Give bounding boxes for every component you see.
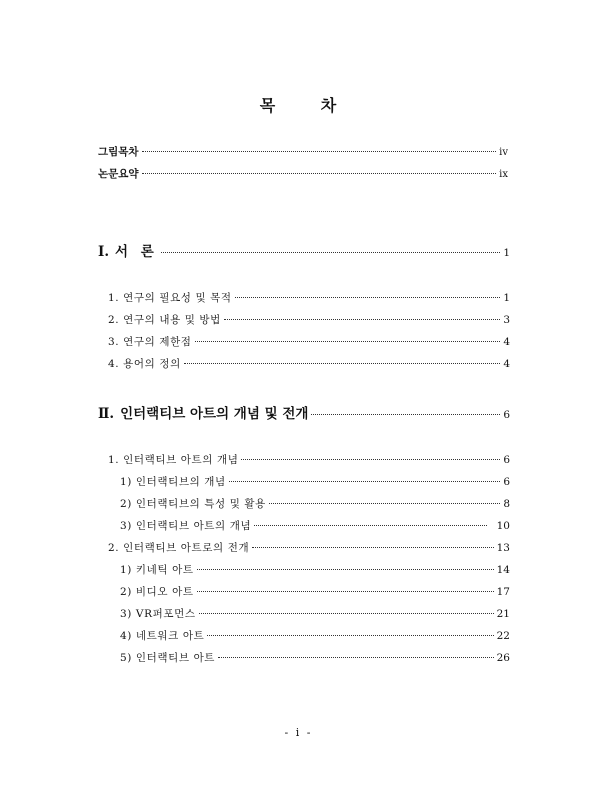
toc-entry-abstract[interactable] xyxy=(98,166,508,181)
dot-leader xyxy=(199,613,494,614)
toc-section[interactable] xyxy=(108,452,510,467)
toc-section[interactable] xyxy=(108,290,510,305)
toc-section[interactable] xyxy=(108,312,510,327)
dot-leader xyxy=(207,635,493,636)
dot-leader xyxy=(252,547,493,548)
toc-page-number: 6 xyxy=(503,476,510,488)
dot-leader xyxy=(184,363,501,364)
toc-page-number: iv xyxy=(499,147,508,158)
toc-chapter-2[interactable] xyxy=(98,402,510,422)
chapter-number: Ⅱ. xyxy=(98,406,115,422)
section-label: 1. 연구의 필요성 및 목적 xyxy=(108,292,232,304)
toc-page-number: 8 xyxy=(503,498,510,510)
toc-page-number: 3 xyxy=(503,314,510,326)
toc-subsection[interactable] xyxy=(120,496,510,511)
section-label: 2. 인터랙티브 아트로의 전개 xyxy=(108,542,250,554)
dot-leader xyxy=(197,569,494,570)
page-title: 목 차 xyxy=(259,96,338,115)
chapter-title: 인터랙티브 아트의 개념 및 전개 xyxy=(120,406,309,422)
toc-page-number: 6 xyxy=(503,454,510,466)
dot-leader xyxy=(195,341,501,342)
dot-leader xyxy=(142,151,497,152)
toc-entry-figure-list[interactable] xyxy=(98,144,508,159)
toc-subsection[interactable] xyxy=(120,650,510,665)
dot-leader xyxy=(161,252,501,253)
toc-page-number: 13 xyxy=(496,542,510,554)
toc-page-number: 10 xyxy=(496,520,510,532)
toc-page-number: 17 xyxy=(496,586,510,598)
section-label: 3. 연구의 제한점 xyxy=(108,336,192,348)
toc-page-number: 22 xyxy=(496,630,510,642)
toc-page-number: ix xyxy=(499,169,508,180)
toc-subsection[interactable] xyxy=(120,628,510,643)
toc-section[interactable] xyxy=(108,540,510,555)
toc-subsection[interactable] xyxy=(120,518,510,533)
toc-subsection[interactable] xyxy=(120,606,510,621)
toc-label: 그림목차 xyxy=(98,146,139,158)
subsection-label: 4) 네트워크 아트 xyxy=(120,630,205,642)
toc-section[interactable] xyxy=(108,356,510,371)
subsection-label: 3) VR퍼포먼스 xyxy=(120,608,196,620)
subsection-label: 3) 인터랙티브 아트의 개념 xyxy=(120,520,252,532)
toc-page-number: 21 xyxy=(496,608,510,620)
toc-page-number: 6 xyxy=(503,409,510,421)
subsection-label: 2) 비디오 아트 xyxy=(120,586,194,598)
subsection-label: 1) 인터랙티브의 개념 xyxy=(120,476,226,488)
chapter-number: Ⅰ. xyxy=(98,244,110,260)
chapter-title: 서 론 xyxy=(115,244,158,260)
subsection-label: 2) 인터랙티브의 특성 및 활용 xyxy=(120,498,266,510)
dot-leader xyxy=(254,525,486,526)
subsection-label: 5) 인터랙티브 아트 xyxy=(120,652,216,664)
dot-leader xyxy=(269,503,500,504)
toc-subsection[interactable] xyxy=(120,584,510,599)
toc-chapter-1[interactable] xyxy=(98,240,510,260)
toc-subsection[interactable] xyxy=(120,474,510,489)
toc-subsection[interactable] xyxy=(120,562,510,577)
dot-leader xyxy=(311,414,500,415)
dot-leader xyxy=(229,481,501,482)
dot-leader xyxy=(241,459,500,460)
toc-page-number: 4 xyxy=(503,336,510,348)
dot-leader xyxy=(197,591,494,592)
section-label: 1. 인터랙티브 아트의 개념 xyxy=(108,454,239,466)
toc-page-number: 1 xyxy=(503,247,510,259)
dot-leader xyxy=(224,319,500,320)
toc-section[interactable] xyxy=(108,334,510,349)
toc-page-number: 26 xyxy=(496,652,510,664)
toc-page-number: 1 xyxy=(503,292,510,304)
section-label: 4. 용어의 정의 xyxy=(108,358,181,370)
dot-leader xyxy=(142,173,497,174)
page-footer: - i - xyxy=(284,726,313,739)
toc-label: 논문요약 xyxy=(98,168,139,180)
dot-leader xyxy=(235,297,501,298)
toc-page-number: 14 xyxy=(496,564,510,576)
section-label: 2. 연구의 내용 및 방법 xyxy=(108,314,221,326)
subsection-label: 1) 키네틱 아트 xyxy=(120,564,194,576)
dot-leader xyxy=(218,657,494,658)
toc-page-number: 4 xyxy=(503,358,510,370)
